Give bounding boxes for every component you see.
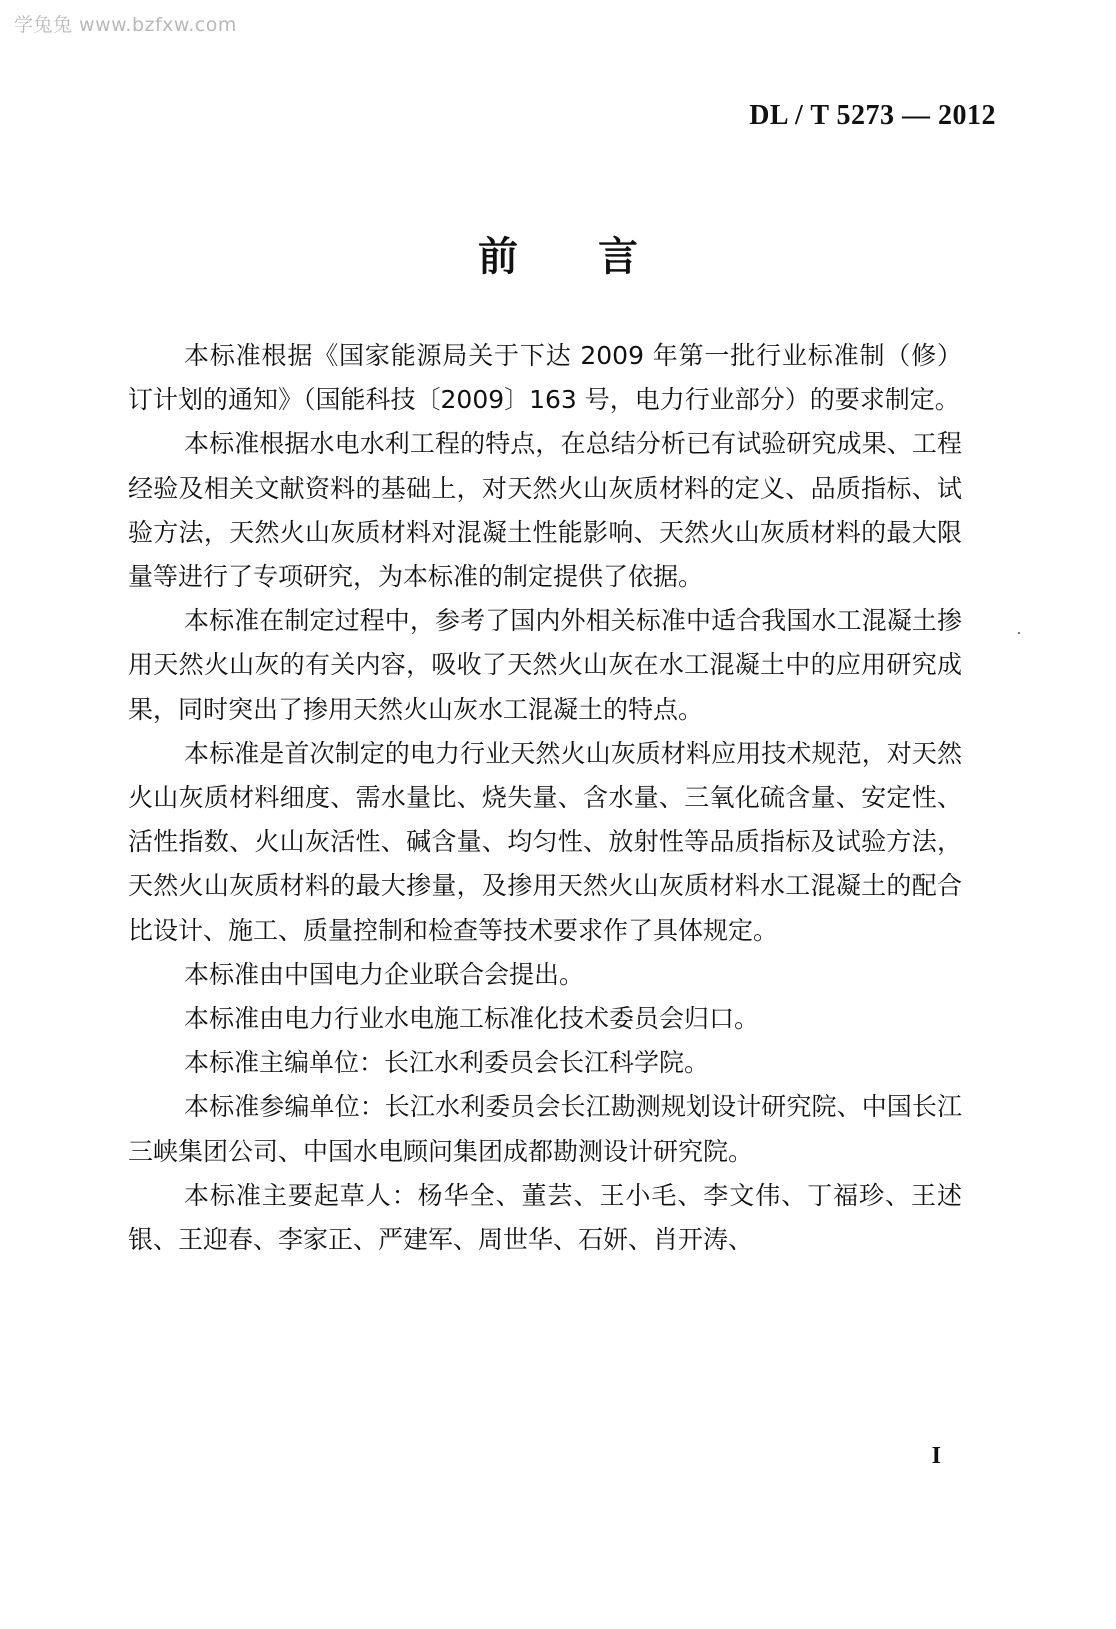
page-number: I xyxy=(931,1443,941,1469)
paragraph: 本标准由中国电力企业联合会提出。 xyxy=(184,959,585,989)
paragraph: 本标准主编单位：长江水利委员会长江科学院。 xyxy=(184,1048,710,1078)
paragraph: 本标准根据水电水利工程的特点，在总结分析已有试验研究成果、工程经验及相关文献资料的基础上，对天然火山灰质材料的定义、品质指标、试验方法，天然火山灰质材料对混凝土性能影响、天然火山灰质材料的最大限量等进行了专项研究，为本标准的制定提供了依据。 xyxy=(128,429,962,592)
paragraph: 本标准参编单位：长江水利委员会长江勘测规划设计研究院、中国长江三峡集团公司、中国水电顾问集团成都勘测设计研究院。 xyxy=(128,1092,962,1166)
document-body xyxy=(128,334,962,1262)
paragraph: 本标准是首次制定的电力行业天然火山灰质材料应用技术规范，对天然火山灰质材料细度、需水量比、烧失量、含水量、三氧化硫含量、安定性、活性指数、火山灰活性、碱含量、均匀性、放射性等品质指标及试验方法，天然火山灰质材料的最大掺量，及掺用天然火山灰质材料水工混凝土的配合比设计、施工、质量控制和检查等技术要求作了具体规定。 xyxy=(128,738,962,945)
page-title: 前言 xyxy=(478,234,718,280)
standard-code: DL / T 5273 — 2012 xyxy=(749,100,996,131)
scan-speck xyxy=(1018,632,1020,634)
paragraph: 本标准主要起草人：杨华全、董芸、王小毛、李文伟、丁福珍、王述银、王迎春、李家正、严建军、周世华、石妍、肖开涛、 xyxy=(128,1180,962,1255)
paragraph: 本标准在制定过程中，参考了国内外相关标准中适合我国水工混凝土掺用天然火山灰的有关内容，吸收了天然火山灰在水工混凝土中的应用研究成果，同时突出了掺用天然火山灰水工混凝土的特点。 xyxy=(128,606,962,724)
paragraph: 本标准由电力行业水电施工标准化技术委员会归口。 xyxy=(184,1004,760,1034)
watermark: 学兔兔 www.bzfxw.com xyxy=(14,14,237,36)
paragraph: 本标准根据《国家能源局关于下达 2009 年第一批行业标准制（修）订计划的通知》（国能科技〔2009〕163 号，电力行业部分）的要求制定。 xyxy=(128,341,962,415)
